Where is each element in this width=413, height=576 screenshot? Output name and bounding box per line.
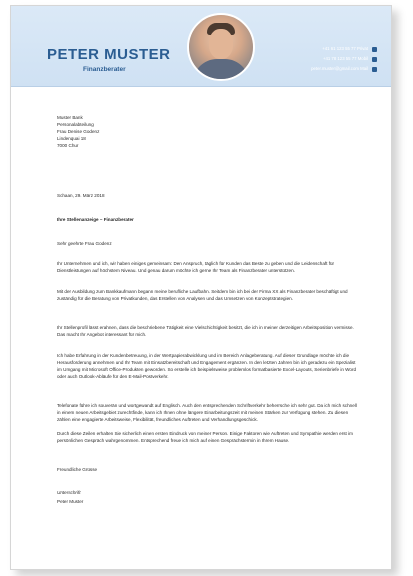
recipient-address: [57, 114, 357, 149]
letter-greeting: Sehr geehrte Frau Godenz: [57, 241, 112, 246]
recipient-line: Personalabteilung: [57, 122, 94, 127]
letter-header: [11, 6, 391, 87]
contact-phone: [311, 44, 377, 54]
body-paragraph: Durch diese Zeilen erhalten Sie sicherlich einen ersten Eindruck von meiner Person. Einige Faktoren wie Auftreten und Sympathie werden erst im persönlichen Gespräch wahrgenommen. Entsprechend freue ich mich auf einen Gesprächstermin in Ihrem Hause.: [57, 431, 353, 443]
phone-icon: [372, 47, 377, 52]
body-paragraph: Mit der Ausbildung zum Bankkaufmann begann meine berufliche Laufbahn. Seitdem bin ich bei der Firma XX als Finanzberater beschäftigt und zuständig für die Beratung von Privatkunden, das Erstellen von Analysen und das Umsetzen von Konzeptstrategien.: [57, 289, 348, 301]
contact-mail-text: peter.muster@gmail.com Mail: [311, 66, 368, 71]
mobile-icon: [372, 57, 377, 62]
recipient-line: 7000 Chur: [57, 143, 79, 148]
contact-block: [311, 44, 377, 74]
recipient-line: Frau Denise Godenz: [57, 129, 100, 134]
contact-mail: [311, 64, 377, 74]
body-paragraph: Ihr Unternehmen und ich, wir haben einiges gemeinsam: Den Anspruch, täglich für Kunden das Beste zu geben und die Leidenschaft für Dienstleistungen auf höchstem Niveau. Und genau darum möchte ich gerne Ihr Team als Finanzberater unterstützen.: [57, 261, 335, 273]
body-paragraph: Telefonate führe ich souverän und wortgewandt auf Englisch. Auch den entsprechenden Schriftverkehr beherrsche ich sehr gut. Da ich mich schnell in einem neuen Arbeitsgebiet zurechtfinde, kann ich Ihnen ohne längere Einarbeitungszeit mit meinen Stärken zur Verfügung stehen. Zu diesen zählen eine engagierte Arbeitsweise, Flexibilität, freundliches Auftreten und Verhandlungsgeschick.: [57, 403, 357, 422]
sender-role: Finanzberater: [83, 66, 126, 73]
signature-name: Peter Muster: [57, 499, 84, 504]
mail-icon: [372, 67, 377, 72]
body-paragraph: Ihr Stellenprofil lässt erahnen, dass die beschriebene Tätigkeit eine Vielschichtigkeit besitzt, die ich in meiner derzeitigen Arbeitsposition vermisse. Das macht Ihr Angebot interessant für mich.: [57, 325, 354, 337]
letter-date: Schaan, 29. März 2018: [57, 193, 105, 198]
letter-page: [10, 5, 392, 570]
signature-placeholder: Unterschrift: [57, 490, 81, 495]
profile-photo: [187, 13, 255, 81]
contact-mobile-text: +41 78 123 55 77 Mobil: [322, 56, 368, 61]
photo-face: [209, 29, 233, 59]
recipient-line: Lindenquai 18: [57, 136, 86, 141]
sender-name: PETER MUSTER: [47, 46, 171, 63]
contact-mobile: [311, 54, 377, 64]
photo-shirt: [193, 59, 249, 81]
recipient-line: Muster Bank: [57, 115, 83, 120]
letter-closing: Freundliche Grüsse: [57, 467, 98, 472]
body-paragraph: Ich habe Erfahrung in der Kundenbetreuung, in der Wertpapierabwicklung und im Bereich Anlageberatung. Auf dieser Grundlage möchte ich die Herausforderung annehmen und Ihr Team mit Einsatzbereitschaft und Engagement ergänzen. In den letzten Jahren bin ich geradezu ein Spezialist im Umgang mit Microsoft Office-Produkten geworden. So erstelle ich beispielsweise problemlos formatbasierte Excel-Layouts, Serienbriefe in Word oder auch Outlook-Abläufe für den E-Mail-Postverkehr.: [57, 353, 357, 379]
contact-phone-text: +41 61 123 55 77 Privat: [322, 46, 368, 51]
letter-subject: Ihre Stellenanzeige – Finanzberater: [57, 217, 134, 222]
